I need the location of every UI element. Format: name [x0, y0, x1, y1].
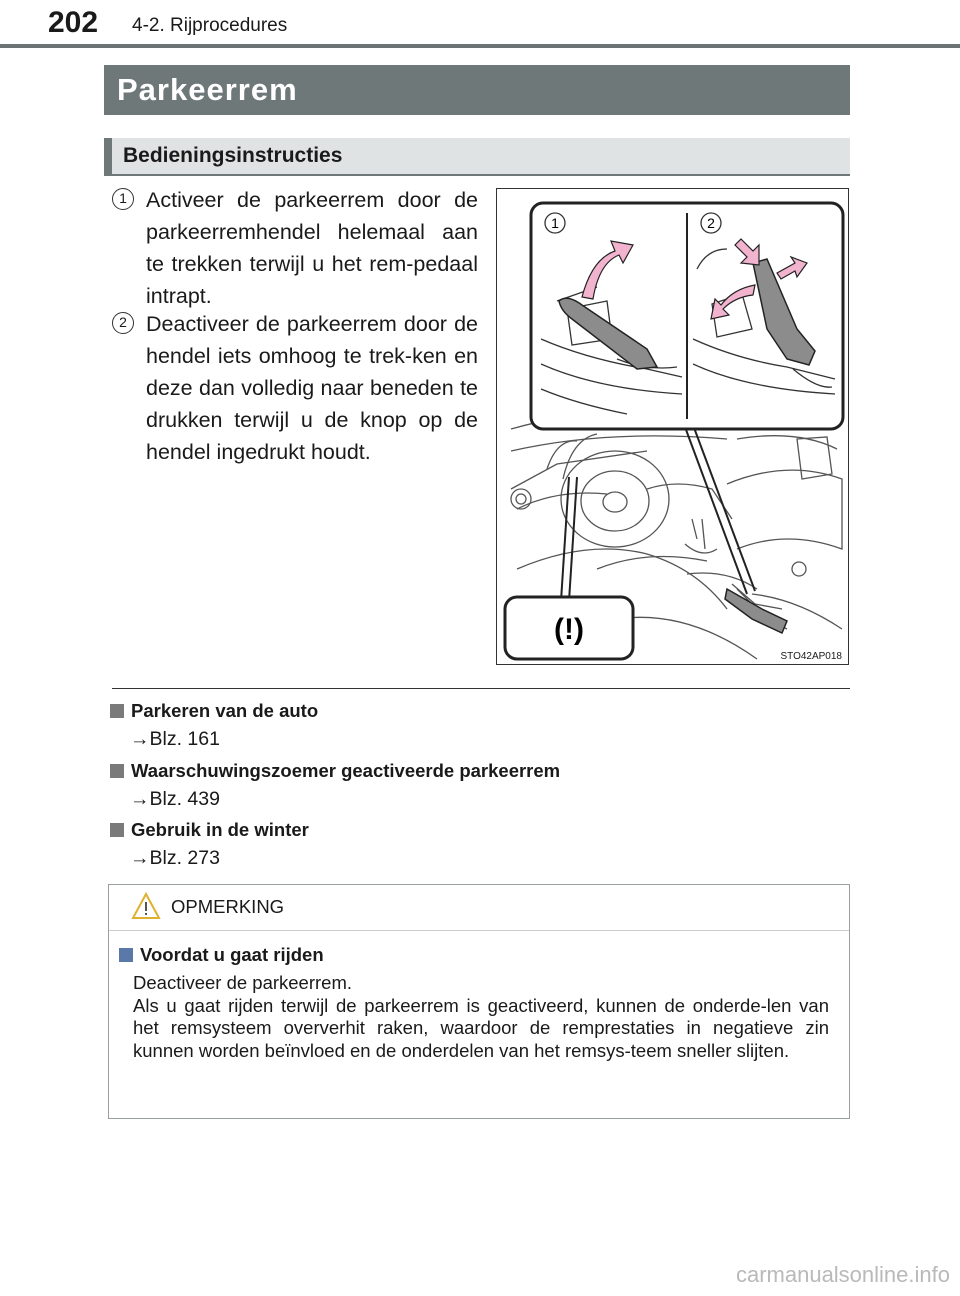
caution-subtitle: Voordat u gaat rijden	[119, 944, 324, 966]
page-reference: →Blz. 439	[130, 788, 220, 810]
page-reference: →Blz. 273	[130, 847, 220, 869]
parking-brake-drawing	[497, 189, 849, 665]
page-number: 202	[48, 6, 99, 39]
step-number-badge: 2	[112, 312, 134, 334]
step-text: Deactiveer de parkeerrem door de hendel iets omhoog te trek-ken en deze dan volledig naar beneden te drukken terwijl u de knop op de hendel ingedrukt houdt.	[146, 312, 478, 464]
page-title: Parkeerrem	[104, 65, 850, 115]
warning-triangle-icon	[131, 892, 161, 920]
caution-box	[108, 884, 850, 1119]
header-rule	[0, 44, 960, 48]
bullet-square-icon	[119, 948, 133, 962]
step-1	[112, 184, 478, 312]
callout-2: 2	[707, 215, 715, 231]
caution-line: Als u gaat rijden terwijl de parkeerrem is geactiveerd, kunnen de onderde-len van het remsysteem oververhit raken, waardoor de remprestaties in negatieve zin kunnen worden beïnvloed en de onderdelen van het remsys-teem sneller slijten.	[133, 994, 829, 1061]
watermark: carmanualsonline.info	[735, 1262, 950, 1287]
separator-rule	[112, 688, 850, 689]
brake-warning-icon: (!)	[554, 613, 584, 646]
section-heading: Bedieningsinstructies	[104, 138, 850, 176]
caution-header	[109, 885, 849, 931]
figure-code: STO42AP018	[780, 651, 842, 662]
callout-1: 1	[551, 215, 559, 231]
step-2	[112, 308, 478, 468]
caution-body	[133, 972, 829, 1062]
caution-label: OPMERKING	[171, 896, 285, 917]
brake-lever-sketch	[725, 589, 787, 633]
bullet-square-icon	[110, 823, 124, 837]
step-number-badge: 1	[112, 188, 134, 210]
chapter-title: 4-2. Rijprocedures	[132, 15, 288, 36]
note-heading: Parkeren van de auto	[110, 700, 318, 722]
bullet-square-icon	[110, 764, 124, 778]
parking-brake-illustration	[496, 188, 849, 665]
bullet-square-icon	[110, 704, 124, 718]
note-heading: Gebruik in de winter	[110, 819, 309, 841]
caution-line: Deactiveer de parkeerrem.	[133, 972, 353, 993]
step-text: Activeer de parkeerrem door de parkeerremhendel helemaal aan te trekken terwijl u het rem-pedaal intrapt.	[146, 188, 478, 308]
callout-lines	[561, 425, 755, 601]
note-heading: Waarschuwingszoemer geactiveerde parkeerrem	[110, 760, 560, 782]
page-reference: →Blz. 161	[130, 728, 220, 750]
